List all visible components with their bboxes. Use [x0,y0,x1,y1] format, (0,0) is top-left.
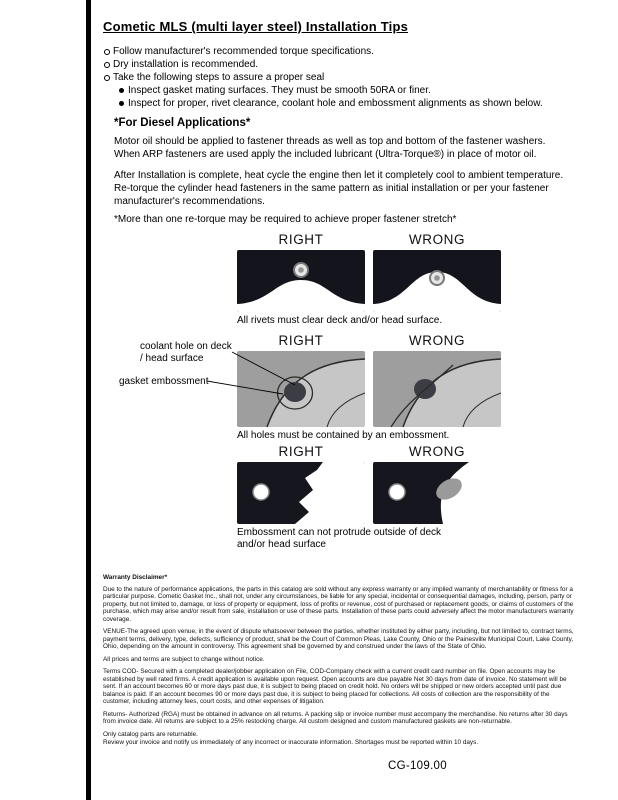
right-label: RIGHT [278,444,324,459]
wrong-label: WRONG [408,232,466,247]
diagram-row1-caption: All rivets must clear deck and/or head surface. [237,315,443,326]
right-label: RIGHT [278,333,324,348]
tip-item: Dry installation is recommended. [103,58,589,71]
diagram-row-rivets [237,232,501,327]
diagram-row3-images [237,462,501,524]
diesel-applications-heading: *For Diesel Applications* [114,117,251,129]
disclaimer-paragraph: All prices and terms are subject to change without notice. [103,655,265,663]
tip-sub-item: Inspect for proper, rivet clearance, coolant hole and embossment alignments as shown below. [118,97,589,110]
wrong-label: WRONG [408,444,466,459]
page-number-code: CG-109.00 [388,760,447,772]
gasket-embossment-callout: gasket embossment [119,376,209,387]
diagram-row1-images [237,250,501,312]
retorque-note: *More than one re-torque may be required to achieve proper fastener stretch* [114,214,457,225]
warranty-disclaimer [103,574,575,752]
warranty-disclaimer-heading: Warranty Disclaimer* [103,574,168,581]
disclaimer-paragraph: Terms COD- Secured with a completed dealer/jobber application on File, COD-Company check with a current credit card number on file. Open accounts may be established by well rated firms. A credit application is available upon request. Open accounts are due payable Net 30 days from date of invoice. No statement will be sent. If an account becomes 60 or more days past due, it is subject to being placed on credit hold. No orders will be shipped or new orders accepted until past due balance is paid. If an account becomes 90 or more days past due, it is subject to being placed for collections. All costs of collection are the responsibility of the customer, including attorney fees, court costs, and other expenses of litigation. [103,668,567,705]
tip-item: Take the following steps to assure a proper seal [103,71,589,84]
diagram-row3-caption: Embossment can not protrude outside of deck and/or head surface [237,527,442,550]
diesel-paragraph-2: After Installation is complete, heat cycle the engine then let it completely cool to ambient temperature. Re-torque the cylinder head fasteners in the same pattern as initial installation or per your fastener manufacturer's recommendations. [114,170,564,207]
rivet-wrong-diagram [373,250,501,312]
diesel-paragraph-1: Motor oil should be applied to fastener threads as well as top and bottom of the fastener washers. When ARP fasteners are used apply the included lubricant (Ultra-Torque®) in place of motor oil. [114,136,546,160]
disclaimer-paragraph: Due to the nature of performance applications, the parts in this catalog are sold without any express warranty or any implied warranty of merchantability or fitness for a particular purpose. Cometic Gasket Inc., shall not, under any circumstances, be liable for any special, incidental or consequential damages, including, person, party or property, but not limited to, damage, or loss of property or equipment, loss of profits or revenue, cost of purchased or replacement goods, or claims of customers of the purchase, which may arise and/or result from sale, installation or use of these parts. Installation of these parts could adversely affect the motor manufacturers warranty coverage. [103,585,574,623]
installation-tips-list [103,45,589,110]
rivet-right-diagram [237,250,365,312]
diagram-row1-headers [237,232,501,248]
tip-sub-item: Inspect gasket mating surfaces. They must be smooth 50RA or finer. [118,84,589,97]
diagram-row2-caption: All holes must be contained by an embossment. [237,430,450,441]
wrong-label: WRONG [408,333,466,348]
tip-item: Follow manufacturer's recommended torque specifications. [103,45,589,58]
disclaimer-paragraph: Only catalog parts are returnable. [103,730,198,738]
embossment-wrong-diagram [373,351,501,427]
coolant-hole-callout: coolant hole on deck / head surface [140,341,232,364]
right-label: RIGHT [278,232,324,247]
diagram-row-protrusion [237,444,501,550]
protrusion-wrong-diagram [373,462,501,524]
disclaimer-paragraph: VENUE-The agreed upon venue, in the event of dispute whatsoever between the parties, whether instituted by either party, including, but not limited to, contract terms, payment terms, delivery, type, defects, sufficiency of product, shall be the Court of Common Pleas, Lake County, Ohio or the Painesville Municipal Court, Lake County, Ohio, depending on the amount in controversy. This agreement shall be governed by and construed under the laws of the State of Ohio. [103,628,574,650]
binding-edge-rule [86,0,91,800]
protrusion-right-diagram [237,462,365,524]
disclaimer-paragraph: Review your invoice and notify us immediately of any incorrect or inaccurate information. Shortages must be reported within 10 days. [103,739,479,746]
diagram-row3-headers [237,444,501,460]
disclaimer-paragraph: Returns- Authorized (RGA) must be obtained in advance on all returns. A packing slip or invoice number must accompany the merchandise. No returns after 30 days from invoice date. All returns are subject to a 25% restocking charge. All custom designed and custom manufactured gaskets are non-returnable. [103,710,568,725]
page-title: Cometic MLS (multi layer steel) Installation Tips [103,19,409,34]
callout-connector-lines [119,340,319,410]
